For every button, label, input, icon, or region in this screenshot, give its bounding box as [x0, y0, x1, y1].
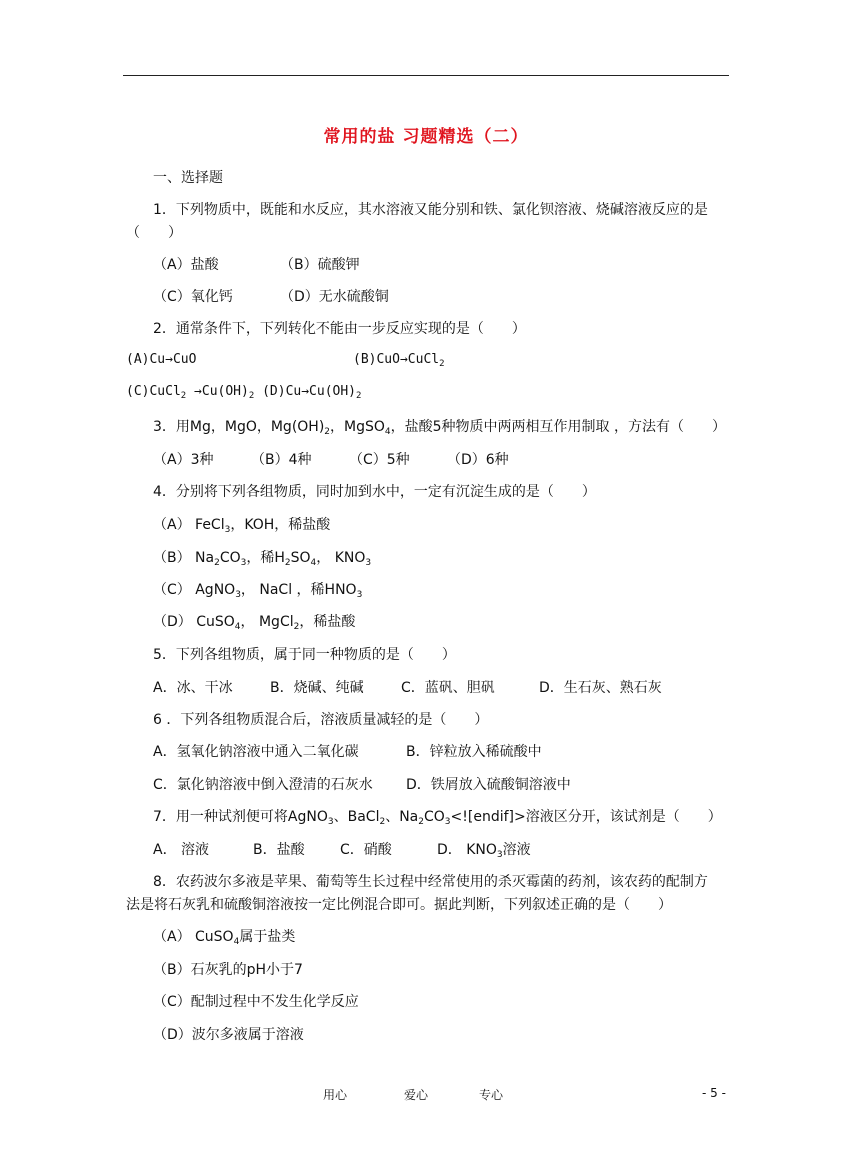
option-a: A． 溶液	[153, 842, 210, 858]
question-8-stem-line2: 法是将石灰乳和硫酸铜溶液按一定比例混合即可。据此判断，下列叙述正确的是（ ）	[126, 897, 672, 913]
option-a: A．冰、干冰	[153, 680, 233, 696]
option-a: （A）盐酸	[153, 257, 219, 273]
option-c: C．氯化钠溶液中倒入澄清的石灰水	[153, 777, 373, 793]
subscript: 2	[214, 558, 220, 568]
option-c: （C）5种	[349, 452, 410, 468]
subscript: 2	[293, 622, 300, 632]
subscript: 3	[496, 850, 503, 860]
subscript: 2	[324, 427, 331, 437]
question-8-option-a	[153, 926, 295, 947]
stem-text: 3．用Mg，MgO，Mg(OH)	[153, 419, 325, 435]
subscript: 2	[180, 391, 187, 401]
subscript: 4	[234, 622, 241, 632]
subscript: 2	[418, 817, 424, 827]
header-rule	[123, 75, 729, 76]
option-text: ，稀H	[246, 550, 285, 566]
question-4-option-c	[153, 579, 362, 600]
question-1-blank: （ ）	[126, 225, 182, 241]
option-b: （B）硫酸钾	[280, 257, 360, 273]
option-d: D．生石灰、熟石灰	[539, 680, 662, 696]
question-4-option-d	[153, 611, 355, 632]
option-text: （A） CuSO	[153, 929, 234, 945]
question-2-options-row2	[126, 384, 361, 401]
option-b: B．锌粒放入稀硫酸中	[406, 744, 542, 760]
stem-text: 、Na	[385, 809, 419, 825]
subscript: 4	[233, 937, 240, 947]
question-3-stem	[153, 416, 726, 437]
option-text: （B） Na	[153, 550, 215, 566]
option-b	[353, 352, 445, 369]
option-d	[437, 839, 531, 860]
footer-text-3: 专心	[479, 1088, 504, 1102]
option-text: ， KNO	[316, 550, 366, 566]
question-1-options-row1	[153, 254, 360, 274]
option-text: ，KOH，稀盐酸	[230, 517, 331, 533]
option-text: SO	[290, 550, 311, 566]
option-text: 属于盐类	[239, 929, 296, 945]
option-text: （D） CuSO	[153, 614, 235, 630]
option-text: CO	[219, 550, 241, 566]
stem-text: 7．用一种试剂便可将AgNO	[153, 809, 328, 825]
option-c: C．硝酸	[340, 842, 392, 858]
subscript: 3	[224, 525, 231, 535]
stem-text: ，盐酸5种物质中两两相互作用制取 ，方法有（ ）	[390, 419, 726, 435]
question-1-stem: 1．下列物质中，既能和水反应，其水溶液又能分别和铁、氯化钡溶液、烧碱溶液反应的是	[153, 202, 708, 218]
question-4-option-a	[153, 514, 330, 535]
option-d: （D）无水硫酸铜	[280, 289, 389, 305]
option-text: 溶液	[502, 842, 531, 858]
option-text: （C） AgNO	[153, 582, 236, 598]
subscript: 3	[327, 817, 334, 827]
option-c	[126, 384, 254, 401]
option-c: （C）氧化钙	[153, 289, 233, 305]
option-c-text: →Cu(OH)	[186, 384, 249, 399]
option-text: （A） FeCl	[153, 517, 225, 533]
question-8-stem-line1: 8．农药波尔多液是苹果、葡萄等生长过程中经常使用的杀灭霉菌的药剂，该农药的配制方	[153, 874, 708, 890]
option-b: B．盐酸	[253, 842, 305, 858]
question-6-options-row2	[153, 774, 571, 794]
option-d-text: (D)Cu→Cu(OH)	[262, 384, 357, 399]
section-heading: 一、选择题	[153, 170, 223, 186]
subscript: 2	[356, 391, 362, 401]
stem-text: ，MgSO	[330, 419, 385, 435]
option-b: B．烧碱、纯碱	[270, 680, 364, 696]
option-b-text: (B)CuO→CuCl	[353, 352, 440, 367]
option-text: D． KNO	[437, 842, 497, 858]
question-2-options-row1	[126, 352, 445, 369]
question-8-option-d: （D）波尔多液属于溶液	[153, 1027, 304, 1043]
option-text: ，稀盐酸	[299, 614, 356, 630]
subscript: 3	[365, 558, 372, 568]
question-5-stem: 5．下列各组物质，属于同一种物质的是（ ）	[153, 647, 456, 663]
question-6-options-row1	[153, 741, 542, 761]
question-2-stem: 2．通常条件下，下列转化不能由一步反应实现的是（ ）	[153, 321, 526, 337]
option-d: （D）6种	[447, 452, 509, 468]
question-4-option-b	[153, 547, 371, 568]
stem-text: 、BaCl	[333, 809, 380, 825]
subscript: 3	[356, 590, 363, 600]
question-1-options-row2	[153, 286, 389, 306]
subscript: 4	[384, 427, 391, 437]
option-a: (A)Cu→CuO	[126, 352, 197, 367]
subscript: 3	[240, 558, 247, 568]
subscript: 2	[379, 817, 386, 827]
footer-text-2: 爱心	[404, 1088, 429, 1102]
subscript: 2	[439, 359, 445, 369]
option-c: C．蓝矾、胆矾	[401, 680, 495, 696]
subscript: 2	[284, 558, 291, 568]
question-7-stem	[153, 806, 722, 827]
question-5-options	[153, 677, 662, 697]
stem-text: <![endif]>溶液区分开，该试剂是（ ）	[450, 809, 722, 825]
option-c-text: (C)CuCl	[126, 384, 181, 399]
option-d	[262, 384, 361, 401]
page-number: - 5 -	[702, 1086, 726, 1100]
page-title: 常用的盐 习题精选（二）	[323, 127, 529, 147]
option-b: （B）4种	[251, 452, 312, 468]
subscript: 4	[310, 558, 317, 568]
option-a: （A）3种	[153, 452, 214, 468]
question-7-options	[153, 839, 531, 860]
question-6-stem: 6 ．下列各组物质混合后，溶液质量减轻的是（ ）	[153, 712, 489, 728]
question-8-option-b: （B）石灰乳的pH小于7	[153, 962, 303, 978]
option-a: A．氢氧化钠溶液中通入二氧化碳	[153, 744, 359, 760]
question-4-stem: 4．分别将下列各组物质，同时加到水中，一定有沉淀生成的是（ ）	[153, 484, 596, 500]
option-d: D．铁屑放入硫酸铜溶液中	[406, 777, 571, 793]
option-text: ， MgCl	[240, 614, 294, 630]
footer-text-1: 用心	[323, 1088, 348, 1102]
question-8-option-c: （C）配制过程中不发生化学反应	[153, 994, 359, 1010]
question-3-options	[153, 449, 509, 469]
stem-text: CO	[424, 809, 445, 825]
subscript: 2	[248, 391, 255, 401]
option-text: ， NaCl ，稀HNO	[240, 582, 357, 598]
subscript: 3	[235, 590, 241, 600]
subscript: 3	[444, 817, 451, 827]
